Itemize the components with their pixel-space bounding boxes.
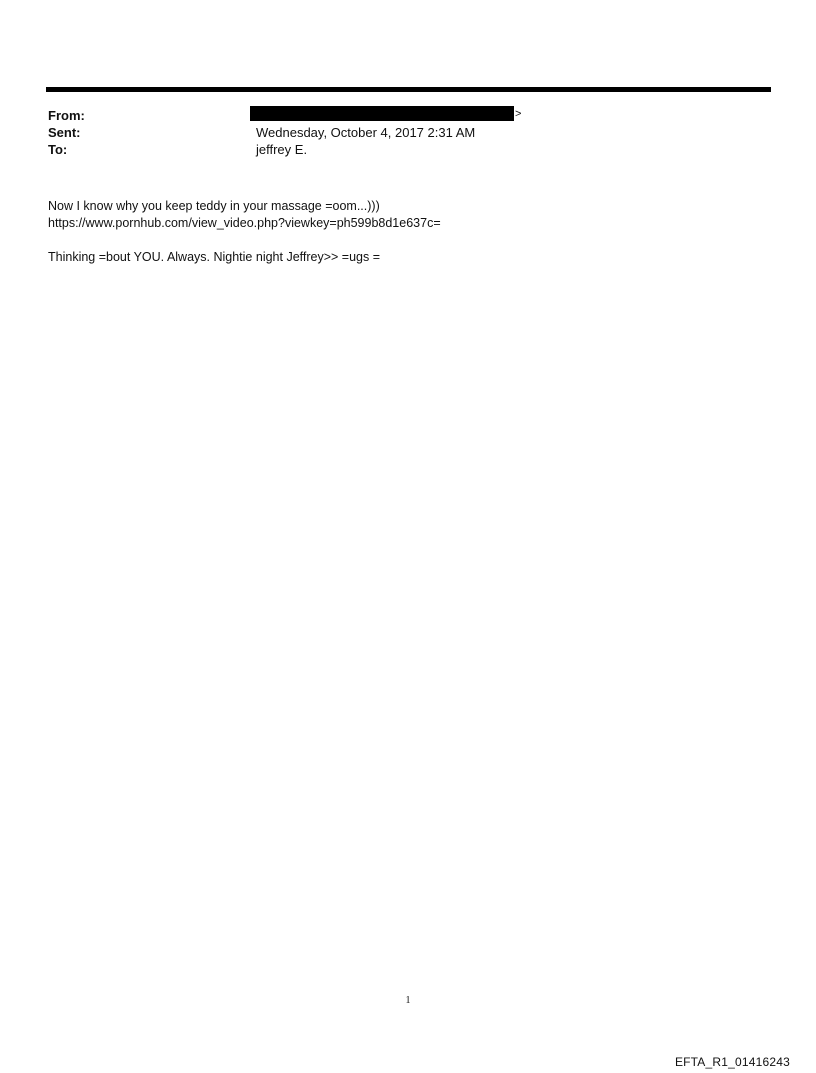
header-divider — [46, 87, 771, 92]
sent-value: Wednesday, October 4, 2017 2:31 AM — [256, 125, 476, 140]
redaction-bar — [250, 106, 514, 121]
paragraph-gap — [48, 232, 768, 249]
sent-label: Sent: — [48, 125, 81, 140]
from-label: From: — [48, 108, 85, 123]
page-number: 1 — [405, 995, 411, 1006]
email-body — [48, 198, 768, 266]
document-id: EFTA_R1_01416243 — [674, 1055, 790, 1069]
to-label: To: — [48, 142, 68, 157]
body-link: https://www.pornhub.com/view_video.php?viewkey=ph599b8d1e637c= — [48, 216, 441, 230]
from-value-tail: > — [515, 108, 522, 120]
body-line: Now I know why you keep teddy in your massage =oom...))) — [48, 199, 380, 213]
to-row — [48, 141, 748, 158]
to-value: jeffrey E. — [256, 142, 308, 157]
body-line: Thinking =bout YOU. Always. Nightie night Jeffrey>> =ugs = — [48, 250, 381, 264]
sent-row — [48, 124, 748, 141]
from-row — [48, 107, 748, 124]
email-header — [48, 107, 748, 158]
